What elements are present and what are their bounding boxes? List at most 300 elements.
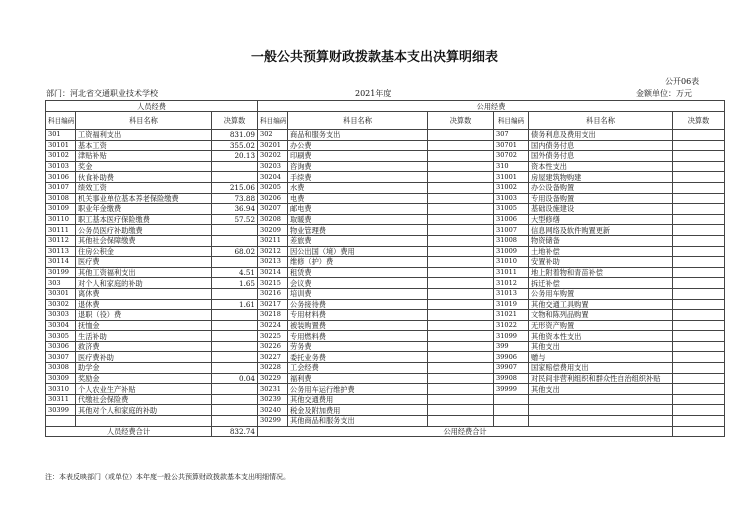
cell-name: 差旅费: [288, 235, 428, 246]
cell-amount: [673, 288, 725, 299]
cell-name: 机关事业单位基本养老保险缴费: [76, 193, 212, 204]
name-header: 科目名称: [76, 112, 212, 130]
cell-name: 其他资本性支出: [529, 331, 673, 342]
cell-amount: 57.52: [212, 214, 258, 225]
cell-code: 30225: [258, 331, 288, 342]
cell-name: 专用燃料费: [288, 331, 428, 342]
cell-code: 31007: [494, 225, 529, 236]
footnote: 注：本表反映部门（或单位）本年度一般公共预算财政拨款基本支出明细情况。: [45, 473, 290, 481]
amount-unit: 金额单位：万元: [636, 89, 692, 98]
cell-amount: 68.02: [212, 246, 258, 257]
cell-name: 办公设备购置: [529, 182, 673, 193]
cell-amount: [428, 193, 494, 204]
cell-amount: [673, 331, 725, 342]
cell-name: 公务用车运行维护费: [288, 384, 428, 395]
cell-amount: [673, 140, 725, 151]
cell-code: 30211: [258, 235, 288, 246]
cell-name: 离休费: [76, 288, 212, 299]
cell-amount: [428, 267, 494, 278]
cell-name: 培训费: [288, 288, 428, 299]
cell-amount: [428, 214, 494, 225]
public-header: 公用经费: [258, 101, 725, 112]
cell-code: 30201: [258, 140, 288, 151]
cell-name: 退职（役）费: [76, 310, 212, 321]
cell-code: 31019: [494, 299, 529, 310]
cell-amount: [673, 172, 725, 183]
cell-name: 奖励金: [76, 373, 212, 384]
name-header: 科目名称: [288, 112, 428, 130]
cell-amount: [212, 352, 258, 363]
cell-amount: [212, 235, 258, 246]
cell-code: 30110: [46, 214, 76, 225]
cell-code: 30231: [258, 384, 288, 395]
cell-code: 310: [494, 161, 529, 172]
table-row: [46, 246, 725, 257]
cell-amount: 1.65: [212, 278, 258, 289]
cell-name: 信息网络及软件购置更新: [529, 225, 673, 236]
table-row: [46, 384, 725, 395]
cell-code: 30101: [46, 140, 76, 151]
cell-name: 抚恤金: [76, 320, 212, 331]
cell-amount: [212, 257, 258, 268]
cell-code: 30109: [46, 204, 76, 215]
cell-name: 其他商品和服务支出: [288, 416, 428, 427]
table-row: [46, 193, 725, 204]
cell-name: 因公出国（境）费用: [288, 246, 428, 257]
cell-name: [529, 405, 673, 416]
cell-name: 津贴补贴: [76, 151, 212, 162]
cell-amount: [428, 331, 494, 342]
cell-amount: [673, 182, 725, 193]
cell-name: 维修（护）费: [288, 257, 428, 268]
cell-amount: [428, 352, 494, 363]
cell-code: 31013: [494, 288, 529, 299]
cell-amount: [673, 352, 725, 363]
table-row: [46, 140, 725, 151]
cell-name: 劳务费: [288, 341, 428, 352]
cell-code: 30205: [258, 182, 288, 193]
cell-name: 商品和服务支出: [288, 130, 428, 141]
cell-name: [76, 416, 212, 427]
cell-code: 39999: [494, 384, 529, 395]
cell-name: 土地补偿: [529, 246, 673, 257]
cell-amount: [673, 267, 725, 278]
cell-amount: 36.94: [212, 204, 258, 215]
cell-amount: [212, 320, 258, 331]
cell-code: 31009: [494, 246, 529, 257]
cell-name: 对民间非营利组织和群众性自治组织补贴: [529, 373, 673, 384]
cell-name: 国家赔偿费用支出: [529, 363, 673, 374]
cell-code: 30215: [258, 278, 288, 289]
cell-code: 39907: [494, 363, 529, 374]
cell-amount: [212, 341, 258, 352]
cell-amount: [673, 320, 725, 331]
cell-code: 31002: [494, 182, 529, 193]
cell-name: 代缴社会保险费: [76, 394, 212, 405]
public-total-label: 公用经费合计: [258, 426, 673, 437]
cell-name: 公务用车购置: [529, 288, 673, 299]
cell-amount: [673, 130, 725, 141]
cell-code: 30304: [46, 320, 76, 331]
cell-code: [494, 416, 529, 427]
department-label: 部门：河北省交通职业技术学校: [46, 89, 158, 98]
cell-code: 30217: [258, 299, 288, 310]
cell-code: 30199: [46, 267, 76, 278]
cell-code: 307: [494, 130, 529, 141]
cell-name: 大型修缮: [529, 214, 673, 225]
cell-code: 30305: [46, 331, 76, 342]
cell-name: 赠与: [529, 352, 673, 363]
cell-name: 其他对个人和家庭的补助: [76, 405, 212, 416]
cell-name: 被装购置费: [288, 320, 428, 331]
cell-code: 31008: [494, 235, 529, 246]
cell-name: 债务利息及费用支出: [529, 130, 673, 141]
cell-code: 302: [258, 130, 288, 141]
cell-name: 国内债务付息: [529, 140, 673, 151]
cell-amount: 215.06: [212, 182, 258, 193]
amount-header: 决算数: [428, 112, 494, 130]
cell-code: 31021: [494, 310, 529, 321]
cell-name: 基础设施建设: [529, 204, 673, 215]
cell-amount: [673, 193, 725, 204]
table-row: [46, 352, 725, 363]
cell-code: 30214: [258, 267, 288, 278]
cell-amount: [673, 161, 725, 172]
cell-amount: [212, 405, 258, 416]
cell-name: 奖金: [76, 161, 212, 172]
cell-amount: [428, 299, 494, 310]
table-row: [46, 235, 725, 246]
cell-amount: [212, 310, 258, 321]
cell-name: 医疗费: [76, 257, 212, 268]
cell-name: 其他支出: [529, 384, 673, 395]
cell-amount: [212, 161, 258, 172]
expenditure-table: [45, 100, 725, 437]
cell-code: 30399: [46, 405, 76, 416]
cell-amount: [673, 151, 725, 162]
cell-code: 30111: [46, 225, 76, 236]
amount-header: 决算数: [212, 112, 258, 130]
cell-code: 30218: [258, 310, 288, 321]
cell-amount: [428, 257, 494, 268]
cell-amount: [212, 363, 258, 374]
cell-name: 个人农业生产补贴: [76, 384, 212, 395]
cell-name: 生活补助: [76, 331, 212, 342]
code-header: 科目编码: [258, 112, 288, 130]
cell-code: 30239: [258, 394, 288, 405]
cell-amount: [212, 384, 258, 395]
cell-name: 水费: [288, 182, 428, 193]
cell-name: 救济费: [76, 341, 212, 352]
cell-code: 399: [494, 341, 529, 352]
table-row: [46, 363, 725, 374]
table-row: [46, 151, 725, 162]
cell-name: 职工基本医疗保险缴费: [76, 214, 212, 225]
cell-name: 手续费: [288, 172, 428, 183]
cell-name: [529, 416, 673, 427]
cell-amount: [212, 288, 258, 299]
cell-code: 30202: [258, 151, 288, 162]
cell-name: 拆迁补偿: [529, 278, 673, 289]
cell-code: [46, 416, 76, 427]
personnel-header: 人员经费: [46, 101, 258, 112]
cell-amount: [212, 416, 258, 427]
page-title: 一般公共预算财政拨款基本支出决算明细表: [250, 50, 498, 65]
cell-amount: [428, 278, 494, 289]
cell-amount: 831.09: [212, 130, 258, 141]
cell-amount: [673, 225, 725, 236]
cell-name: 物资储备: [529, 235, 673, 246]
cell-code: 31001: [494, 172, 529, 183]
cell-amount: [212, 172, 258, 183]
cell-code: 30240: [258, 405, 288, 416]
cell-amount: [428, 416, 494, 427]
table-row: [46, 331, 725, 342]
cell-code: 30208: [258, 214, 288, 225]
cell-name: 其他社会保障缴费: [76, 235, 212, 246]
cell-code: 31006: [494, 214, 529, 225]
cell-amount: 1.61: [212, 299, 258, 310]
fiscal-year: 2021年度: [355, 89, 392, 98]
cell-amount: [428, 363, 494, 374]
table-row: [46, 320, 725, 331]
cell-name: 其他交通费用: [288, 394, 428, 405]
cell-name: 取暖费: [288, 214, 428, 225]
table-row: [46, 172, 725, 183]
cell-amount: [428, 310, 494, 321]
cell-name: 印刷费: [288, 151, 428, 162]
cell-code: 30306: [46, 341, 76, 352]
cell-amount: 4.51: [212, 267, 258, 278]
table-row: [46, 288, 725, 299]
cell-name: 电费: [288, 193, 428, 204]
table-row: [46, 416, 725, 427]
cell-name: 办公费: [288, 140, 428, 151]
cell-code: 30213: [258, 257, 288, 268]
table-row: [46, 394, 725, 405]
table-row: [46, 373, 725, 384]
cell-name: [529, 394, 673, 405]
cell-name: 咨询费: [288, 161, 428, 172]
cell-amount: 73.88: [212, 193, 258, 204]
cell-amount: [673, 310, 725, 321]
name-header: 科目名称: [529, 112, 673, 130]
cell-code: 31003: [494, 193, 529, 204]
cell-code: 31099: [494, 331, 529, 342]
cell-code: 30224: [258, 320, 288, 331]
cell-code: 30299: [258, 416, 288, 427]
cell-code: 30308: [46, 363, 76, 374]
cell-name: 无形资产购置: [529, 320, 673, 331]
cell-name: 税金及附加费用: [288, 405, 428, 416]
cell-code: 30228: [258, 363, 288, 374]
cell-name: 物业管理费: [288, 225, 428, 236]
cell-code: 30106: [46, 172, 76, 183]
cell-code: 31005: [494, 204, 529, 215]
cell-amount: [428, 204, 494, 215]
cell-amount: [428, 235, 494, 246]
cell-code: 30309: [46, 373, 76, 384]
cell-code: 30311: [46, 394, 76, 405]
cell-amount: [428, 140, 494, 151]
cell-name: 绩效工资: [76, 182, 212, 193]
cell-amount: [673, 299, 725, 310]
cell-amount: [673, 416, 725, 427]
cell-code: 30206: [258, 193, 288, 204]
table-row: [46, 299, 725, 310]
totals-row: [46, 426, 725, 437]
cell-code: 30114: [46, 257, 76, 268]
cell-name: 会议费: [288, 278, 428, 289]
cell-amount: [673, 235, 725, 246]
cell-amount: [428, 320, 494, 331]
personnel-total-label: 人员经费合计: [46, 426, 212, 437]
table-row: [46, 278, 725, 289]
cell-code: 30203: [258, 161, 288, 172]
cell-amount: [212, 394, 258, 405]
table-row: [46, 204, 725, 215]
cell-code: 303: [46, 278, 76, 289]
table-row: [46, 214, 725, 225]
cell-code: 30302: [46, 299, 76, 310]
cell-code: 39906: [494, 352, 529, 363]
cell-name: 职业年金缴费: [76, 204, 212, 215]
cell-code: [494, 394, 529, 405]
table-row: [46, 341, 725, 352]
code-header: 科目编码: [494, 112, 529, 130]
cell-name: 专用设备购置: [529, 193, 673, 204]
cell-code: 30702: [494, 151, 529, 162]
personnel-total-value: 832.74: [212, 426, 258, 437]
cell-amount: [673, 394, 725, 405]
cell-name: 基本工资: [76, 140, 212, 151]
cell-amount: [428, 384, 494, 395]
table-row: [46, 130, 725, 141]
form-number: 公开06表: [665, 77, 700, 86]
cell-amount: [428, 161, 494, 172]
cell-amount: [428, 151, 494, 162]
cell-code: 30212: [258, 246, 288, 257]
cell-amount: [673, 373, 725, 384]
cell-code: 30227: [258, 352, 288, 363]
cell-name: 公务员医疗补助缴费: [76, 225, 212, 236]
cell-name: 房屋建筑物购建: [529, 172, 673, 183]
cell-amount: [673, 405, 725, 416]
cell-amount: 20.13: [212, 151, 258, 162]
cell-code: 30301: [46, 288, 76, 299]
cell-name: 医疗费补助: [76, 352, 212, 363]
cell-code: 30226: [258, 341, 288, 352]
cell-name: 其他交通工具购置: [529, 299, 673, 310]
table-row: [46, 161, 725, 172]
cell-code: 30207: [258, 204, 288, 215]
cell-name: 工资福利支出: [76, 130, 212, 141]
cell-name: 福利费: [288, 373, 428, 384]
cell-code: 30204: [258, 172, 288, 183]
public-total-value: [673, 426, 725, 437]
cell-name: 邮电费: [288, 204, 428, 215]
cell-name: 地上附着物和青苗补偿: [529, 267, 673, 278]
cell-code: 30107: [46, 182, 76, 193]
cell-amount: [428, 130, 494, 141]
cell-amount: [212, 331, 258, 342]
cell-name: 公务接待费: [288, 299, 428, 310]
table-row: [46, 267, 725, 278]
cell-amount: [428, 225, 494, 236]
cell-amount: [428, 373, 494, 384]
cell-amount: [428, 288, 494, 299]
cell-name: 伙食补助费: [76, 172, 212, 183]
cell-amount: [428, 341, 494, 352]
cell-amount: [428, 172, 494, 183]
cell-code: [494, 405, 529, 416]
cell-code: 30102: [46, 151, 76, 162]
table-row: [46, 310, 725, 321]
cell-name: 租赁费: [288, 267, 428, 278]
cell-amount: 0.04: [212, 373, 258, 384]
cell-amount: [428, 246, 494, 257]
cell-code: 31022: [494, 320, 529, 331]
cell-name: 工会经费: [288, 363, 428, 374]
cell-code: 30113: [46, 246, 76, 257]
cell-code: 31011: [494, 267, 529, 278]
cell-amount: [428, 182, 494, 193]
cell-code: 301: [46, 130, 76, 141]
cell-amount: [673, 204, 725, 215]
cell-code: 30209: [258, 225, 288, 236]
cell-amount: [673, 341, 725, 352]
cell-name: 文物和陈列品购置: [529, 310, 673, 321]
cell-name: 退休费: [76, 299, 212, 310]
cell-amount: [212, 225, 258, 236]
cell-code: 31010: [494, 257, 529, 268]
cell-amount: [428, 394, 494, 405]
cell-amount: 355.02: [212, 140, 258, 151]
cell-amount: [428, 405, 494, 416]
cell-amount: [673, 278, 725, 289]
cell-code: 30701: [494, 140, 529, 151]
cell-name: 其他支出: [529, 341, 673, 352]
cell-name: 住房公积金: [76, 246, 212, 257]
cell-code: 30103: [46, 161, 76, 172]
cell-name: 委托业务费: [288, 352, 428, 363]
cell-code: 30303: [46, 310, 76, 321]
cell-amount: [673, 246, 725, 257]
table-row: [46, 182, 725, 193]
cell-name: 国外债务付息: [529, 151, 673, 162]
cell-amount: [673, 363, 725, 374]
cell-amount: [673, 214, 725, 225]
table-row: [46, 225, 725, 236]
cell-code: 30108: [46, 193, 76, 204]
cell-name: 资本性支出: [529, 161, 673, 172]
cell-name: 助学金: [76, 363, 212, 374]
cell-code: 39908: [494, 373, 529, 384]
table-row: [46, 257, 725, 268]
cell-code: 30229: [258, 373, 288, 384]
code-header: 科目编码: [46, 112, 76, 130]
table-row: [46, 405, 725, 416]
cell-name: 其他工资福利支出: [76, 267, 212, 278]
cell-name: 对个人和家庭的补助: [76, 278, 212, 289]
cell-code: 31012: [494, 278, 529, 289]
cell-amount: [673, 257, 725, 268]
cell-amount: [673, 384, 725, 395]
amount-header: 决算数: [673, 112, 725, 130]
cell-name: 安置补助: [529, 257, 673, 268]
cell-code: 30310: [46, 384, 76, 395]
cell-code: 30216: [258, 288, 288, 299]
